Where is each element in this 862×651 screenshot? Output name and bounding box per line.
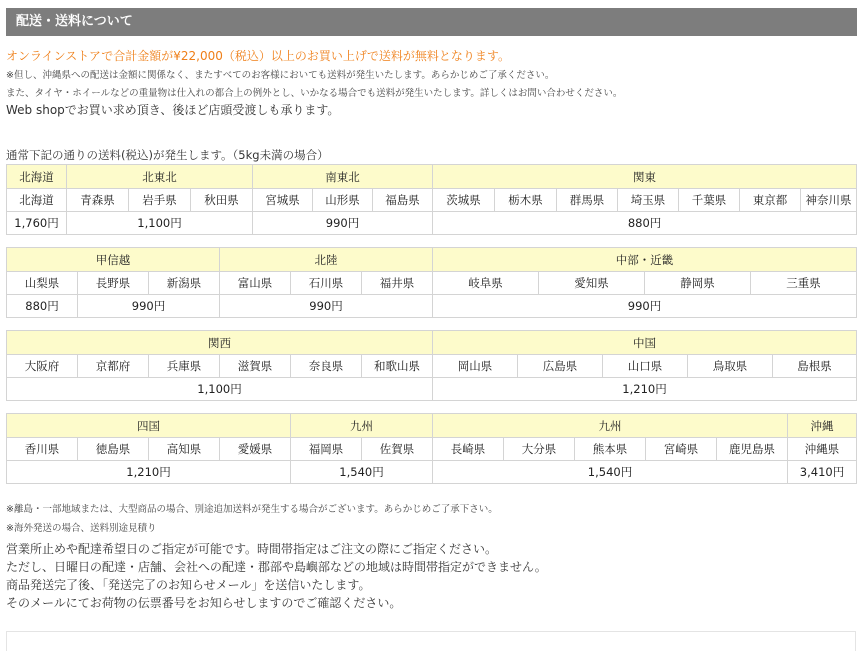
free-shipping-notice: オンラインストアで合計金額が¥22,000（税込）以上のお買い上げで送料が無料となります。 bbox=[6, 49, 510, 63]
prefecture-cell: 長野県 bbox=[78, 272, 149, 295]
prefecture-cell: 滋賀県 bbox=[220, 355, 291, 378]
prefecture-cell: 長崎県 bbox=[433, 438, 504, 461]
prefecture-cell: 愛媛県 bbox=[220, 438, 291, 461]
prefecture-cell: 山梨県 bbox=[7, 272, 78, 295]
region-header: 沖縄 bbox=[788, 414, 857, 438]
prefecture-cell: 香川県 bbox=[7, 438, 78, 461]
prefecture-cell: 和歌山県 bbox=[362, 355, 433, 378]
price-cell: 990円 bbox=[220, 295, 433, 318]
region-header: 中国 bbox=[433, 331, 857, 355]
next-section-box bbox=[6, 631, 856, 651]
price-cell: 1,210円 bbox=[433, 378, 857, 401]
shipping-table-4 bbox=[6, 413, 857, 484]
prefecture-cell: 北海道 bbox=[7, 189, 67, 212]
price-cell: 1,540円 bbox=[291, 461, 433, 484]
prefecture-cell: 群馬県 bbox=[557, 189, 618, 212]
section-title: 配送・送料について bbox=[6, 8, 857, 36]
price-cell: 880円 bbox=[433, 212, 857, 235]
prefecture-cell: 富山県 bbox=[220, 272, 291, 295]
shipping-table-3 bbox=[6, 330, 857, 401]
shipping-table-1 bbox=[6, 164, 857, 235]
prefecture-cell: 静岡県 bbox=[645, 272, 751, 295]
prefecture-cell: 大分県 bbox=[504, 438, 575, 461]
prefecture-cell: 神奈川県 bbox=[801, 189, 857, 212]
prefecture-cell: 兵庫県 bbox=[149, 355, 220, 378]
region-header: 九州 bbox=[291, 414, 433, 438]
prefecture-cell: 岐阜県 bbox=[433, 272, 539, 295]
prefecture-cell: 佐賀県 bbox=[362, 438, 433, 461]
prefecture-cell: 青森県 bbox=[67, 189, 129, 212]
price-cell: 990円 bbox=[433, 295, 857, 318]
region-header: 九州 bbox=[433, 414, 788, 438]
price-cell: 1,540円 bbox=[433, 461, 788, 484]
price-cell: 990円 bbox=[78, 295, 220, 318]
region-header: 中部・近畿 bbox=[433, 248, 857, 272]
remote-area-footnote: ※離島・一部地域または、大型商品の場合、別途追加送料が発生する場合がございます。あらかじめご了承下さい。 bbox=[6, 504, 498, 515]
prefecture-cell: 広島県 bbox=[518, 355, 603, 378]
prefecture-cell: 熊本県 bbox=[575, 438, 646, 461]
prefecture-cell: 栃木県 bbox=[495, 189, 557, 212]
okinawa-note: ※但し、沖縄県への配送は金額に関係なく、またすべてのお客様においても送料が発生いたします。あらかじめご了承ください。 bbox=[6, 70, 555, 81]
region-header: 北海道 bbox=[7, 165, 67, 189]
prefecture-cell: 奈良県 bbox=[291, 355, 362, 378]
prefecture-cell: 山形県 bbox=[313, 189, 373, 212]
price-cell: 990円 bbox=[253, 212, 433, 235]
price-cell: 1,100円 bbox=[67, 212, 253, 235]
prefecture-cell: 福島県 bbox=[373, 189, 433, 212]
price-cell: 1,210円 bbox=[7, 461, 291, 484]
prefecture-cell: 大阪府 bbox=[7, 355, 78, 378]
webshop-note: Web shopでお買い求め頂き、後ほど店頭受渡しも承ります。 bbox=[6, 103, 340, 117]
prefecture-cell: 秋田県 bbox=[191, 189, 253, 212]
shipping-table-2 bbox=[6, 247, 857, 318]
region-header: 関東 bbox=[433, 165, 857, 189]
price-cell: 1,100円 bbox=[7, 378, 433, 401]
shipping-intro: 通常下記の通りの送料(税込)が発生します。（5kg未満の場合） bbox=[6, 148, 329, 162]
prefecture-cell: 沖縄県 bbox=[788, 438, 857, 461]
prefecture-cell: 京都府 bbox=[78, 355, 149, 378]
tire-note: また、タイヤ・ホイールなどの重量物は仕入れの都合上の例外とし、いかなる場合でも送料が発生いたします。詳しくはお問い合わせください。 bbox=[6, 88, 623, 99]
prefecture-cell: 宮城県 bbox=[253, 189, 313, 212]
region-header: 南東北 bbox=[253, 165, 433, 189]
delivery-line: 営業所止めや配達希望日のご指定が可能です。時間帯指定はご注文の際にご指定ください。 bbox=[6, 542, 498, 556]
price-cell: 880円 bbox=[7, 295, 78, 318]
prefecture-cell: 茨城県 bbox=[433, 189, 495, 212]
prefecture-cell: 島根県 bbox=[773, 355, 857, 378]
region-header: 甲信越 bbox=[7, 248, 220, 272]
prefecture-cell: 福岡県 bbox=[291, 438, 362, 461]
delivery-line: 商品発送完了後、「発送完了のお知らせメール」を送信いたします。 bbox=[6, 578, 371, 592]
price-cell: 3,410円 bbox=[788, 461, 857, 484]
prefecture-cell: 岡山県 bbox=[433, 355, 518, 378]
prefecture-cell: 埼玉県 bbox=[618, 189, 679, 212]
prefecture-cell: 山口県 bbox=[603, 355, 688, 378]
prefecture-cell: 鳥取県 bbox=[688, 355, 773, 378]
prefecture-cell: 福井県 bbox=[362, 272, 433, 295]
prefecture-cell: 愛知県 bbox=[539, 272, 645, 295]
prefecture-cell: 鹿児島県 bbox=[717, 438, 788, 461]
prefecture-cell: 千葉県 bbox=[679, 189, 740, 212]
prefecture-cell: 宮崎県 bbox=[646, 438, 717, 461]
overseas-footnote: ※海外発送の場合、送料別途見積り bbox=[6, 523, 157, 534]
region-header: 関西 bbox=[7, 331, 433, 355]
prefecture-cell: 新潟県 bbox=[149, 272, 220, 295]
prefecture-cell: 三重県 bbox=[751, 272, 857, 295]
region-header: 北陸 bbox=[220, 248, 433, 272]
delivery-line: ただし、日曜日の配達・店舗、会社への配達・郡部や島嶼部などの地域は時間帯指定ができません。 bbox=[6, 560, 547, 574]
region-header: 北東北 bbox=[67, 165, 253, 189]
prefecture-cell: 東京都 bbox=[740, 189, 801, 212]
region-header: 四国 bbox=[7, 414, 291, 438]
price-cell: 1,760円 bbox=[7, 212, 67, 235]
prefecture-cell: 徳島県 bbox=[78, 438, 149, 461]
prefecture-cell: 高知県 bbox=[149, 438, 220, 461]
prefecture-cell: 岩手県 bbox=[129, 189, 191, 212]
delivery-line: そのメールにてお荷物の伝票番号をお知らせしますのでご確認ください。 bbox=[6, 596, 402, 610]
prefecture-cell: 石川県 bbox=[291, 272, 362, 295]
